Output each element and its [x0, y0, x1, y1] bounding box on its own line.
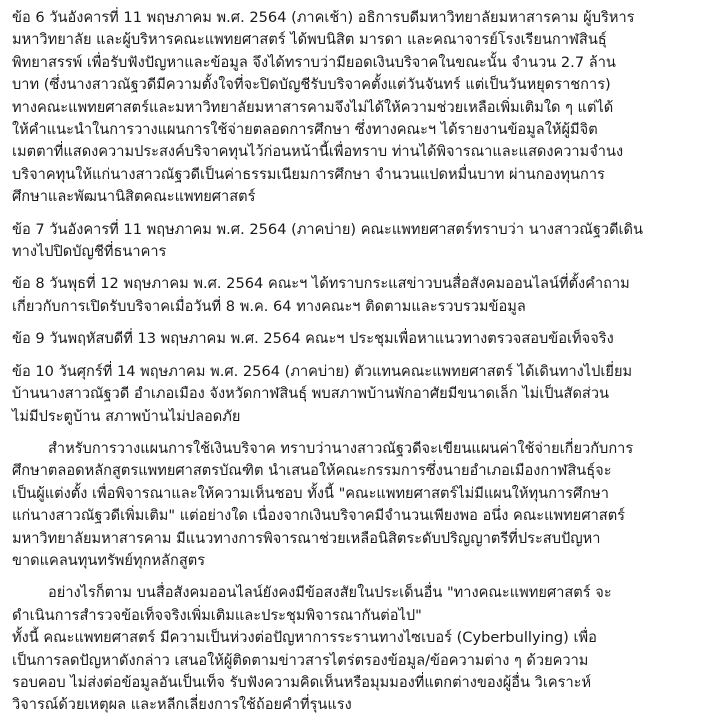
text-line: มหาวิทยาลัยมหาสารคาม มีแนวทางการพิจารณาช่วยเหลือนิสิตระดับปริญญาตรีที่ประสบปัญหา [12, 529, 601, 547]
text-line: ขาดแคลนทุนทรัพย์ทุกหลักสูตร [12, 551, 206, 569]
text-line: วิจารณ์ด้วยเหตุผล และหลีกเลี่ยงการใช้ถ้อยคำที่รุนแรง [12, 696, 352, 714]
paragraph-item-6 [12, 7, 713, 209]
text-line: ข้อ 8 วันพุธที่ 12 พฤษภาคม พ.ศ. 2564 คณะฯ ได้ทราบกระแสข่าวบนสื่อสังคมออนไลน์ที่ตั้งคำถาม [12, 275, 630, 293]
text-line: เมตตาที่แสดงความประสงค์บริจาคทุนไว้ก่อนหน้านี้เพื่อทราบ ท่านได้พิจารณาและแสดงความจำนง [12, 143, 624, 161]
text-line: บริจาคทุนให้แก่นางสาวณัฐวดีเป็นค่าธรรมเนียมการศึกษา จำนวนแปดหมื่นบาท ผ่านกองทุนการ [12, 165, 605, 183]
text-line: ให้คำแนะนำในการวางแผนการใช้จ่ายตลอดการศึกษา ซึ่งทางคณะฯ ได้รายงานข้อมูลให้ผู้มีจิต [12, 121, 598, 139]
text-line: ทางคณะแพทยศาสตร์และมหาวิทยาลัยมหาสารคามจึงไม่ได้ให้ความช่วยเหลือเพิ่มเติมใด ๆ แต่ได้ [12, 98, 614, 116]
text-line: เป็นการลดปัญหาดังกล่าว เสนอให้ผู้ติดตามข่าวสารไตร่ตรองข้อมูล/ข้อความต่าง ๆ ด้วยความ [12, 651, 589, 669]
text-line: เกี่ยวกับการเปิดรับบริจาคเมื่อวันที่ 8 พ.ค. 64 ทางคณะฯ ติดตามและรวบรวมข้อมูล [12, 297, 526, 315]
text-line: แก่นางสาวณัฐวดีเพิ่มเติม" แต่อย่างใด เนื่องจากเงินบริจาคมีจำนวนเพียงพอ อนึ่ง คณะแพทยศาสตร์ [12, 507, 626, 525]
text-line: ทางไปปิดบัญชีที่ธนาคาร [12, 243, 167, 261]
text-line: สำหรับการวางแผนการใช้เงินบริจาค ทราบว่านางสาวณัฐวดีจะเขียนแผนค่าใช้จ่ายเกี่ยวกับการ [48, 439, 634, 457]
text-line: ข้อ 10 วันศุกร์ที่ 14 พฤษภาคม พ.ศ. 2564 (ภาคบ่าย) ตัวแทนคณะแพทยศาสตร์ ได้เดินทางไปเยี่ยม [12, 362, 633, 380]
text-line: บ้านนางสาวณัฐวดี อำเภอเมือง จังหวัดกาฬสินธุ์ พบสภาพบ้านพักอาศัยมีขนาดเล็ก ไม่เป็นสัดส่วน [12, 385, 609, 403]
text-line: ข้อ 6 วันอังคารที่ 11 พฤษภาคม พ.ศ. 2564 (ภาคเช้า) อธิการบดีมหาวิทยาลัยมหาสารคาม ผู้บริหาร [12, 9, 635, 26]
text-line: ดำเนินการสำรวจข้อเท็จจริงเพิ่มเติมและประชุมพิจารณากันต่อไป" [12, 606, 422, 624]
paragraph-item-10 [12, 361, 713, 428]
text-line: อย่างไรก็ตาม บนสื่อสังคมออนไลน์ยังคงมีข้อสงสัยในประเด็นอื่น "ทางคณะแพทยศาสตร์ จะ [48, 584, 612, 602]
text-line: บาท (ซึ่งนางสาวณัฐวดีมีความตั้งใจที่จะปิดบัญชีรับบริจาคตั้งแต่วันจันทร์ แต่เป็นวันหยุดราชการ) [12, 76, 611, 94]
text-line: ไม่มีประตูบ้าน สภาพบ้านไม่ปลอดภัย [12, 407, 241, 425]
text-line: รอบคอบ ไม่ส่งต่อข้อมูลอันเป็นเท็จ รับฟังความคิดเห็นหรือมุมมองที่แตกต่างของผู้อื่น วิเคราะห์ [12, 673, 592, 691]
paragraph-item-9 [12, 328, 713, 350]
text-line: พิทยาสรรพ์ เพื่อรับฟังปัญหาและข้อมูล จึงได้ทราบว่ามียอดเงินบริจาคในขณะนั้น จำนวน 2.7 ล้าน [12, 53, 616, 71]
text-line: ศึกษาและพัฒนานิสิตคณะแพทยศาสตร์ [12, 188, 256, 206]
paragraph-item-7 [12, 219, 713, 264]
text-line: ศึกษาตลอดหลักสูตรแพทยศาสตรบัณฑิต นำเสนอให้คณะกรรมการซึ่งนายอำเภอเมืองกาฬสินธุ์จะ [12, 462, 612, 480]
text-line: เป็นผู้แต่งตั้ง เพื่อพิจารณาและให้ความเห็นชอบ ทั้งนี้ "คณะแพทยศาสตร์ไม่มีแผนให้ทุนการศึกษา [12, 484, 609, 502]
text-line: มหาวิทยาลัย และผู้บริหารคณะแพทยศาสตร์ ได้พบนิสิต มารดา และคณาจารย์โรงเรียนกาฬสินธุ์ [12, 31, 607, 49]
paragraph-item-8 [12, 273, 713, 318]
text-line: ข้อ 7 วันอังคารที่ 11 พฤษภาคม พ.ศ. 2564 (ภาคบ่าย) คณะแพทยศาสตร์ทราบว่า นางสาวณัฐวดีเดิน [12, 220, 643, 238]
paragraph-donation-plan [12, 438, 713, 572]
text-line: ข้อ 9 วันพฤหัสบดีที่ 13 พฤษภาคม พ.ศ. 2564 คณะฯ ประชุมเพื่อหาแนวทางตรวจสอบข้อเท็จจริง [12, 330, 614, 348]
text-line: ทั้งนี้ คณะแพทยศาสตร์ มีความเป็นห่วงต่อปัญหาการระรานทางไซเบอร์ (Cyberbullying) เพื่อ [12, 629, 597, 647]
paragraph-cyberbullying [12, 582, 713, 716]
